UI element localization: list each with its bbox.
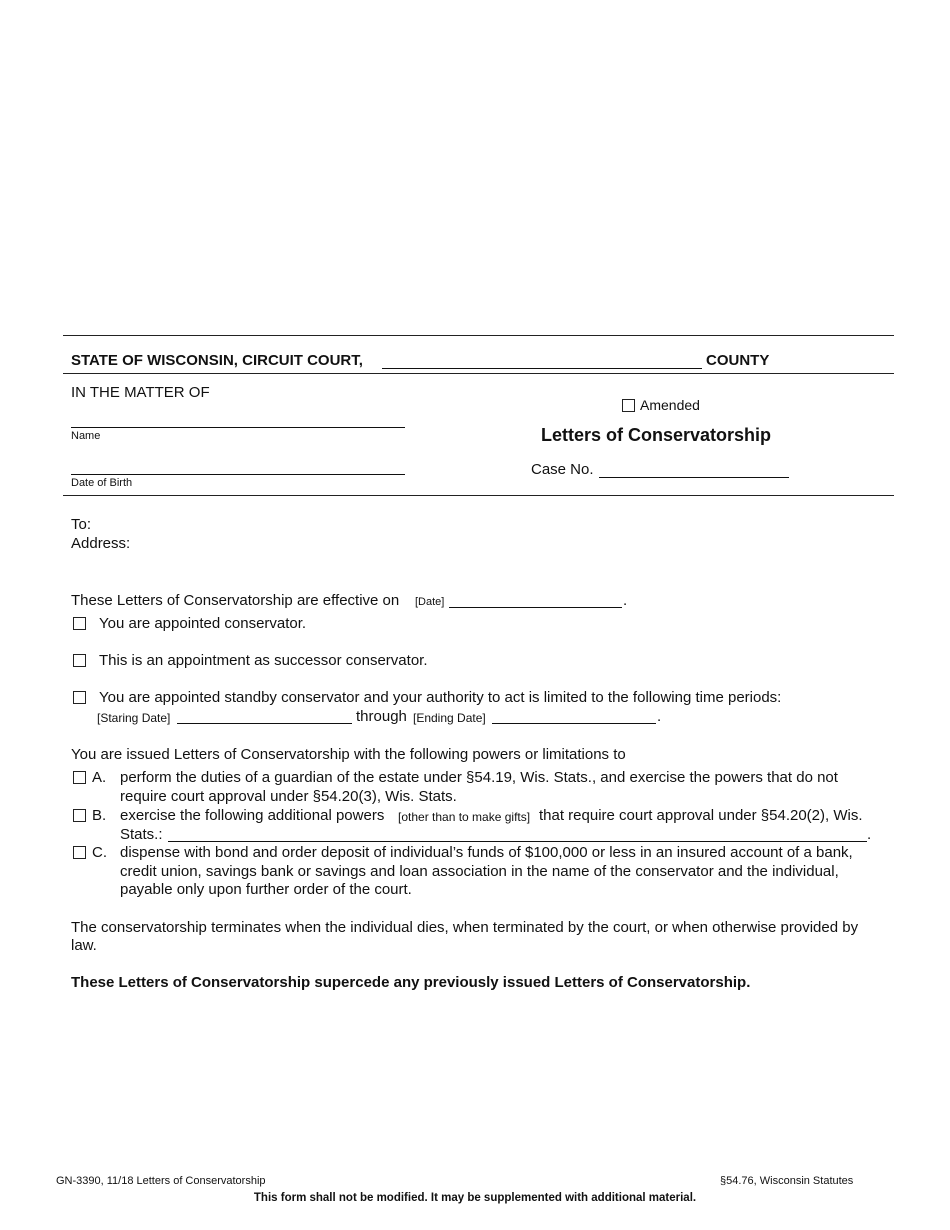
footer-statute: §54.76, Wisconsin Statutes xyxy=(720,1175,854,1187)
power-a-letter: A. xyxy=(92,769,107,786)
power-b-letter: B. xyxy=(92,807,107,824)
powers-intro: You are issued Letters of Conservatorship with the following powers or limitations to xyxy=(71,746,626,763)
standby-conservator-label: You are appointed standby conservator and your authority to act is limited to the following time periods: xyxy=(99,689,782,706)
amended-label: Amended xyxy=(640,397,700,413)
power-a-line2: require court approval under §54.20(3), Wis. Stats. xyxy=(120,788,457,805)
effective-date-field[interactable] xyxy=(449,607,622,608)
power-c-checkbox[interactable] xyxy=(73,846,86,859)
successor-conservator-label: This is an appointment as successor conservator. xyxy=(99,652,428,669)
case-no-label: Case No. xyxy=(531,461,594,478)
termination-line1: The conservatorship terminates when the individual dies, when terminated by the court, or when otherwise provided by xyxy=(71,919,859,936)
dob-field[interactable] xyxy=(71,474,405,475)
power-c-line3: payable only upon further order of the court. xyxy=(120,881,412,898)
power-c-line2: credit union, savings bank or savings and loan association in the name of the conservator and the individual, xyxy=(120,863,839,880)
matter-label: IN THE MATTER OF xyxy=(71,384,210,401)
effective-period: . xyxy=(623,592,628,609)
power-b-line1-pre: exercise the following additional powers xyxy=(120,807,385,824)
start-date-field[interactable] xyxy=(177,723,352,724)
case-no-field[interactable] xyxy=(599,477,789,478)
standby-period: . xyxy=(657,708,662,725)
start-date-hint: [Staring Date] xyxy=(97,711,171,725)
power-b-line2: Stats.: xyxy=(120,826,163,843)
supersede-statement: These Letters of Conservatorship supercede any previously issued Letters of Conservatorship. xyxy=(71,974,751,991)
power-b-period: . xyxy=(867,826,872,843)
power-b-hint: [other than to make gifts] xyxy=(398,810,531,824)
header-top-rule xyxy=(63,335,894,336)
name-label: Name xyxy=(71,430,101,442)
power-a-line1: perform the duties of a guardian of the estate under §54.19, Wis. Stats., and exercise the powers that do not xyxy=(120,769,838,786)
termination-line2: law. xyxy=(71,937,97,954)
county-label: COUNTY xyxy=(706,352,770,369)
end-date-hint: [Ending Date] xyxy=(413,711,486,725)
effective-date-hint: [Date] xyxy=(415,596,445,608)
dob-label: Date of Birth xyxy=(71,477,133,489)
power-b-field[interactable] xyxy=(168,841,867,842)
appointed-conservator-checkbox[interactable] xyxy=(73,617,86,630)
power-a-checkbox[interactable] xyxy=(73,771,86,784)
to-label: To: xyxy=(71,516,92,533)
caption-bottom-rule xyxy=(63,495,894,496)
header-bottom-rule xyxy=(63,373,894,374)
power-b-line1-post: that require court approval under §54.20(2), Wis. xyxy=(539,807,863,824)
standby-conservator-checkbox[interactable] xyxy=(73,691,86,704)
through-label: through xyxy=(356,708,407,725)
name-field[interactable] xyxy=(71,427,405,428)
form-title: Letters of Conservatorship xyxy=(541,425,772,445)
footer-notice: This form shall not be modified. It may be supplemented with additional material. xyxy=(253,1192,697,1204)
amended-checkbox[interactable] xyxy=(622,399,635,412)
address-label: Address: xyxy=(71,535,131,552)
power-c-letter: C. xyxy=(92,844,107,861)
successor-conservator-checkbox[interactable] xyxy=(73,654,86,667)
county-field[interactable] xyxy=(382,368,702,369)
court-label: STATE OF WISCONSIN, CIRCUIT COURT, xyxy=(71,352,363,369)
appointed-conservator-label: You are appointed conservator. xyxy=(99,615,307,632)
power-b-checkbox[interactable] xyxy=(73,809,86,822)
footer-form-id: GN-3390, 11/18 Letters of Conservatorship xyxy=(56,1175,266,1187)
end-date-field[interactable] xyxy=(492,723,656,724)
effective-text: These Letters of Conservatorship are effective on xyxy=(71,592,400,609)
power-c-line1: dispense with bond and order deposit of individual’s funds of $100,000 or less in an insured account of a bank, xyxy=(120,844,853,861)
